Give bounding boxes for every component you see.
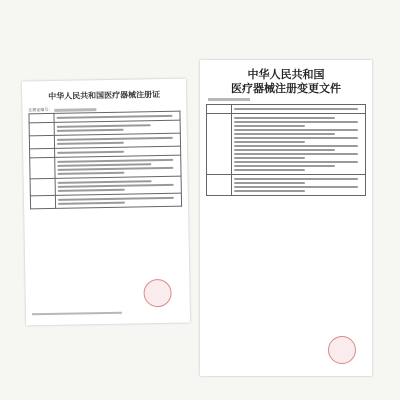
text-line-placeholder <box>57 159 173 163</box>
change-doc-title-line1: 中华人民共和国 <box>247 68 325 81</box>
change-doc-table <box>206 104 366 196</box>
text-line-placeholder <box>234 190 305 192</box>
certificate-footer <box>32 310 122 317</box>
certificate-title: 中华人民共和国医疗器械注册证 <box>48 90 161 101</box>
left_doc-table-row-label <box>30 195 55 208</box>
text-line-placeholder <box>58 197 174 201</box>
left_doc-table-row <box>30 193 181 209</box>
registration-number-value <box>54 108 96 112</box>
text-line-placeholder <box>57 124 151 128</box>
text-line-placeholder <box>57 172 124 175</box>
text-line-placeholder <box>58 184 174 188</box>
left_doc-table-row-content <box>55 155 181 178</box>
left_doc-table-row-label <box>29 135 54 148</box>
text-line-placeholder <box>234 178 358 180</box>
registration-certificate <box>22 79 190 326</box>
text-line-placeholder <box>234 125 305 127</box>
change-doc-number-value <box>208 98 250 101</box>
text-line-placeholder <box>57 137 173 141</box>
text-line-placeholder <box>234 161 358 163</box>
left_doc-table-row-label <box>29 113 54 122</box>
text-line-placeholder <box>234 182 305 184</box>
text-line-placeholder <box>234 149 335 151</box>
right_doc-table-row-label <box>207 175 232 196</box>
text-line-placeholder <box>234 141 305 143</box>
text-line-placeholder <box>58 202 125 205</box>
text-line-placeholder <box>57 163 151 167</box>
registration-number-label: 注册证编号： <box>28 106 53 113</box>
text-line-placeholder <box>234 157 305 159</box>
change-doc-title-line2: 医疗器械注册变更文件 <box>231 82 341 95</box>
text-line-placeholder <box>234 186 358 188</box>
left_doc-table-row-label <box>30 148 55 157</box>
text-line-placeholder <box>234 145 358 147</box>
left_doc-table-row-label <box>29 122 54 135</box>
text-line-placeholder <box>234 108 358 110</box>
right_doc-table-row-label <box>207 105 232 114</box>
right_doc-table-row-label <box>207 114 232 175</box>
change-doc-number-line <box>206 96 250 101</box>
text-line-placeholder <box>234 137 358 139</box>
right_doc-table-row <box>207 105 366 114</box>
certificate-table <box>28 111 182 210</box>
text-line-placeholder <box>234 121 358 123</box>
right_doc-table-row-content <box>232 105 366 114</box>
text-line-placeholder <box>234 117 335 119</box>
text-line-placeholder <box>58 180 152 184</box>
text-line-placeholder <box>57 151 124 154</box>
text-line-placeholder <box>57 142 124 145</box>
official-seal <box>328 336 356 364</box>
text-line-placeholder <box>234 153 358 155</box>
text-line-placeholder <box>234 129 358 131</box>
text-line-placeholder <box>57 167 173 171</box>
certificate-footer-value <box>32 312 122 316</box>
text-line-placeholder <box>57 115 173 119</box>
left_doc-table-row <box>30 155 181 179</box>
registration-change-document <box>200 60 372 376</box>
text-line-placeholder <box>234 169 305 171</box>
text-line-placeholder <box>58 189 125 192</box>
right_doc-table-row <box>207 114 366 175</box>
text-line-placeholder <box>234 165 335 167</box>
text-line-placeholder <box>57 129 124 132</box>
right_doc-table-row-content <box>232 114 366 175</box>
official-seal <box>143 279 171 307</box>
text-line-placeholder <box>234 133 335 135</box>
right_doc-table-row <box>207 175 366 196</box>
right_doc-table-row-content <box>232 175 366 196</box>
left_doc-table-row-label <box>30 157 55 178</box>
left_doc-table-row-content <box>55 193 181 208</box>
left_doc-table-row-label <box>30 178 55 195</box>
